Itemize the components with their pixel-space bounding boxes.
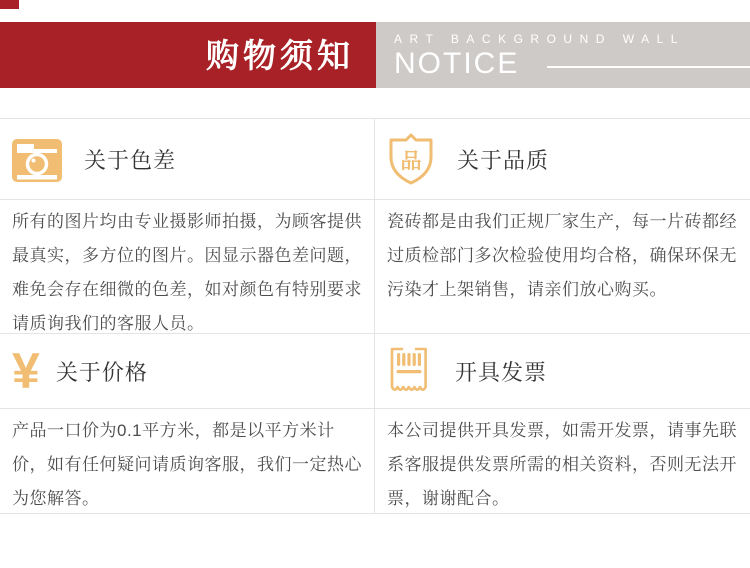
- invoice-receipt-icon: [387, 346, 433, 396]
- section-quality: [375, 119, 750, 333]
- section-header: [375, 334, 750, 409]
- section-body: 产品一口价为0.1平方米，都是以平方米计价，如有任何疑问请质询客服，我们一定热心为您解答。: [12, 421, 362, 508]
- section-title: 开具发票: [455, 359, 548, 385]
- notice-label: NOTICE: [394, 46, 520, 80]
- notice-grid: [0, 118, 750, 514]
- section-price: [0, 334, 375, 513]
- yuan-glyph: ¥: [12, 343, 40, 399]
- section-color-difference: [0, 119, 375, 333]
- red-corner-accent: [0, 0, 19, 9]
- quality-shield-icon: [387, 132, 435, 186]
- notice-divider-line: [547, 66, 750, 68]
- section-body: 本公司提供开具发票，如需开发票，请事先联系客服提供发票所需的相关资料，否则无法开票，谢谢配合。: [387, 421, 737, 508]
- banner-title-block: [0, 22, 376, 88]
- section-header: [375, 119, 750, 200]
- section-header: [0, 334, 374, 409]
- banner-title: 购物须知: [206, 36, 354, 74]
- notice-row-1: [0, 119, 750, 334]
- section-header: [0, 119, 374, 200]
- banner-subtitle-block: [376, 22, 750, 88]
- yuan-icon: [12, 343, 40, 399]
- notice-row: [394, 46, 750, 80]
- section-body: 所有的图片均由专业摄影师拍摄，为顾客提供最真实，多方位的图片。因显示器色差问题，难免会存在细微的色差，如对颜色有特别要求请质询我们的客服人员。: [12, 212, 362, 333]
- section-invoice: [375, 334, 750, 513]
- camera-icon: [12, 136, 62, 182]
- banner-subtitle-en: ART BACKGROUND WALL: [394, 31, 685, 46]
- notice-banner: [0, 22, 750, 88]
- section-title: 关于价格: [55, 359, 148, 385]
- notice-row-2: [0, 334, 750, 514]
- section-title: 关于色差: [84, 147, 177, 173]
- section-body: 瓷砖都是由我们正规厂家生产，每一片砖都经过质检部门多次检验使用均合格，确保环保无污染才上架销售，请亲们放心购买。: [387, 212, 737, 299]
- quality-glyph: 品: [400, 150, 422, 173]
- section-title: 关于品质: [457, 147, 550, 173]
